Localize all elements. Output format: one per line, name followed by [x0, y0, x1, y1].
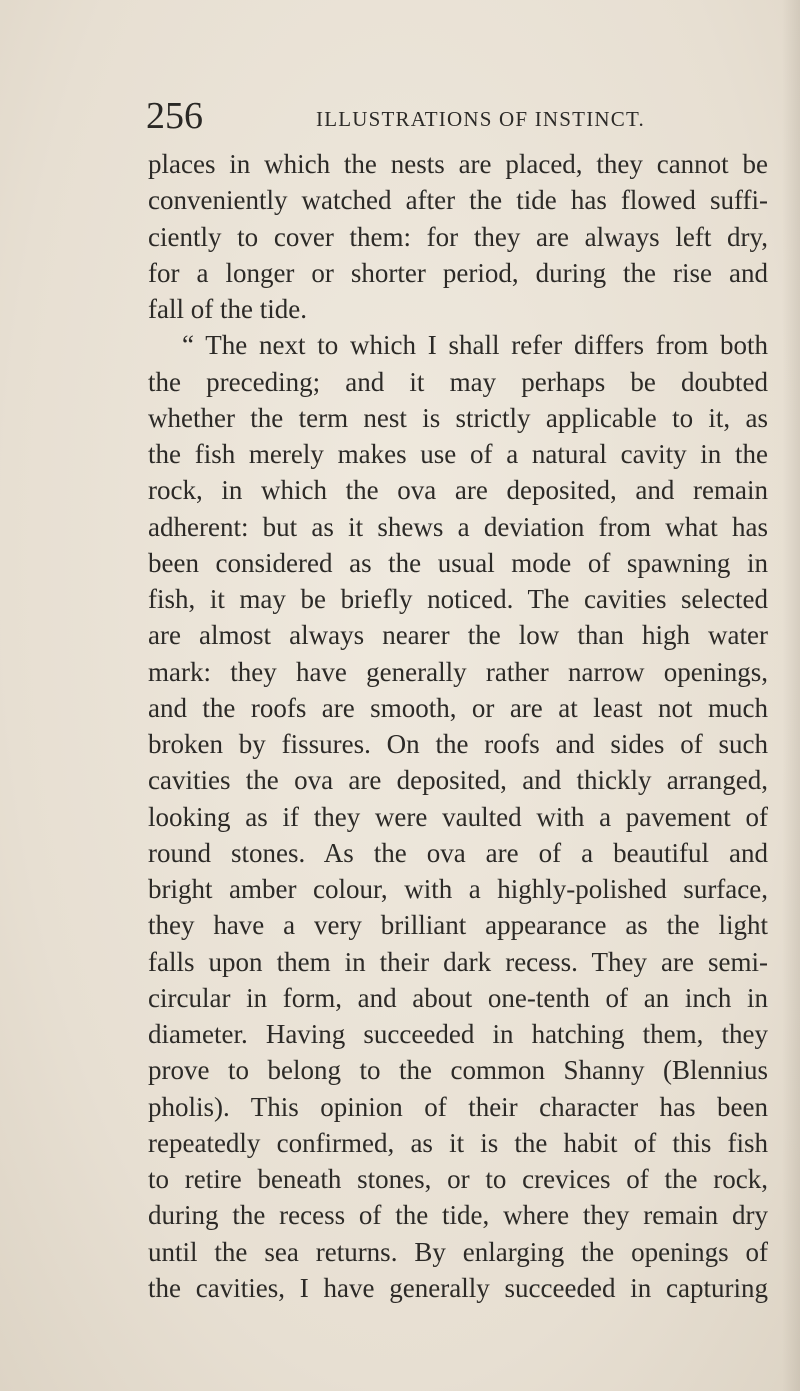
text-line: diameter. Having succeeded in hatching them, they	[148, 1019, 768, 1049]
text-line: until the sea returns. By enlarging the openings of	[148, 1236, 768, 1267]
text-line: pholis). This opinion of their character has been	[148, 1091, 768, 1122]
text-line: for a longer or shorter period, during the rise and	[148, 257, 768, 288]
text-line: the preceding; and it may perhaps be doubted	[148, 366, 768, 397]
text-line: are almost always nearer the low than high water	[148, 620, 768, 651]
page-edge-shadow	[782, 0, 800, 1391]
text-line: conveniently watched after the tide has flowed suffi-	[148, 185, 768, 216]
text-line: broken by fissures. On the roofs and sides of such	[148, 729, 768, 759]
text-line: to retire beneath stones, or to crevices of the rock,	[148, 1164, 768, 1194]
text-line: the fish merely makes use of a natural cavity in the	[148, 439, 768, 469]
text-line: they have a very brilliant appearance as the light	[148, 910, 768, 941]
text-line: round stones. As the ova are of a beautiful and	[148, 837, 768, 868]
text-line: circular in form, and about one-tenth of an inch in	[148, 982, 768, 1013]
text-line: the cavities, I have generally succeeded in capturing	[148, 1272, 768, 1303]
running-title: ILLUSTRATIONS OF INSTINCT.	[316, 107, 645, 131]
text-line: fall of the tide.	[148, 294, 307, 324]
text-line: “ The next to which I shall refer differs from both	[182, 330, 768, 361]
text-line: places in which the nests are placed, they cannot be	[148, 149, 768, 179]
text-line: prove to belong to the common Shanny (Blennius	[148, 1055, 768, 1086]
page-header	[146, 96, 766, 136]
text-line: bright amber colour, with a highly-polished surface,	[148, 874, 768, 904]
text-line: looking as if they were vaulted with a pavement of	[148, 801, 768, 832]
body-text	[148, 146, 768, 1306]
text-line: falls upon them in their dark recess. They are semi-	[148, 946, 768, 977]
text-line: cavities the ova are deposited, and thickly arranged,	[148, 765, 768, 796]
text-line: repeatedly confirmed, as it is the habit of this fish	[148, 1127, 768, 1158]
text-line: ciently to cover them: for they are always left dry,	[148, 221, 768, 252]
text-line: adherent: but as it shews a deviation from what has	[148, 511, 768, 542]
text-line: during the recess of the tide, where they remain dry	[148, 1200, 768, 1231]
text-line: and the roofs are smooth, or are at least not much	[148, 692, 768, 723]
text-line: been considered as the usual mode of spawning in	[148, 547, 768, 578]
text-line: mark: they have generally rather narrow openings,	[148, 656, 768, 687]
text-line: fish, it may be briefly noticed. The cavities selected	[148, 584, 768, 614]
page-number: 256	[146, 95, 203, 137]
text-line: rock, in which the ova are deposited, and remain	[148, 475, 768, 506]
text-line: whether the term nest is strictly applicable to it, as	[148, 402, 768, 433]
